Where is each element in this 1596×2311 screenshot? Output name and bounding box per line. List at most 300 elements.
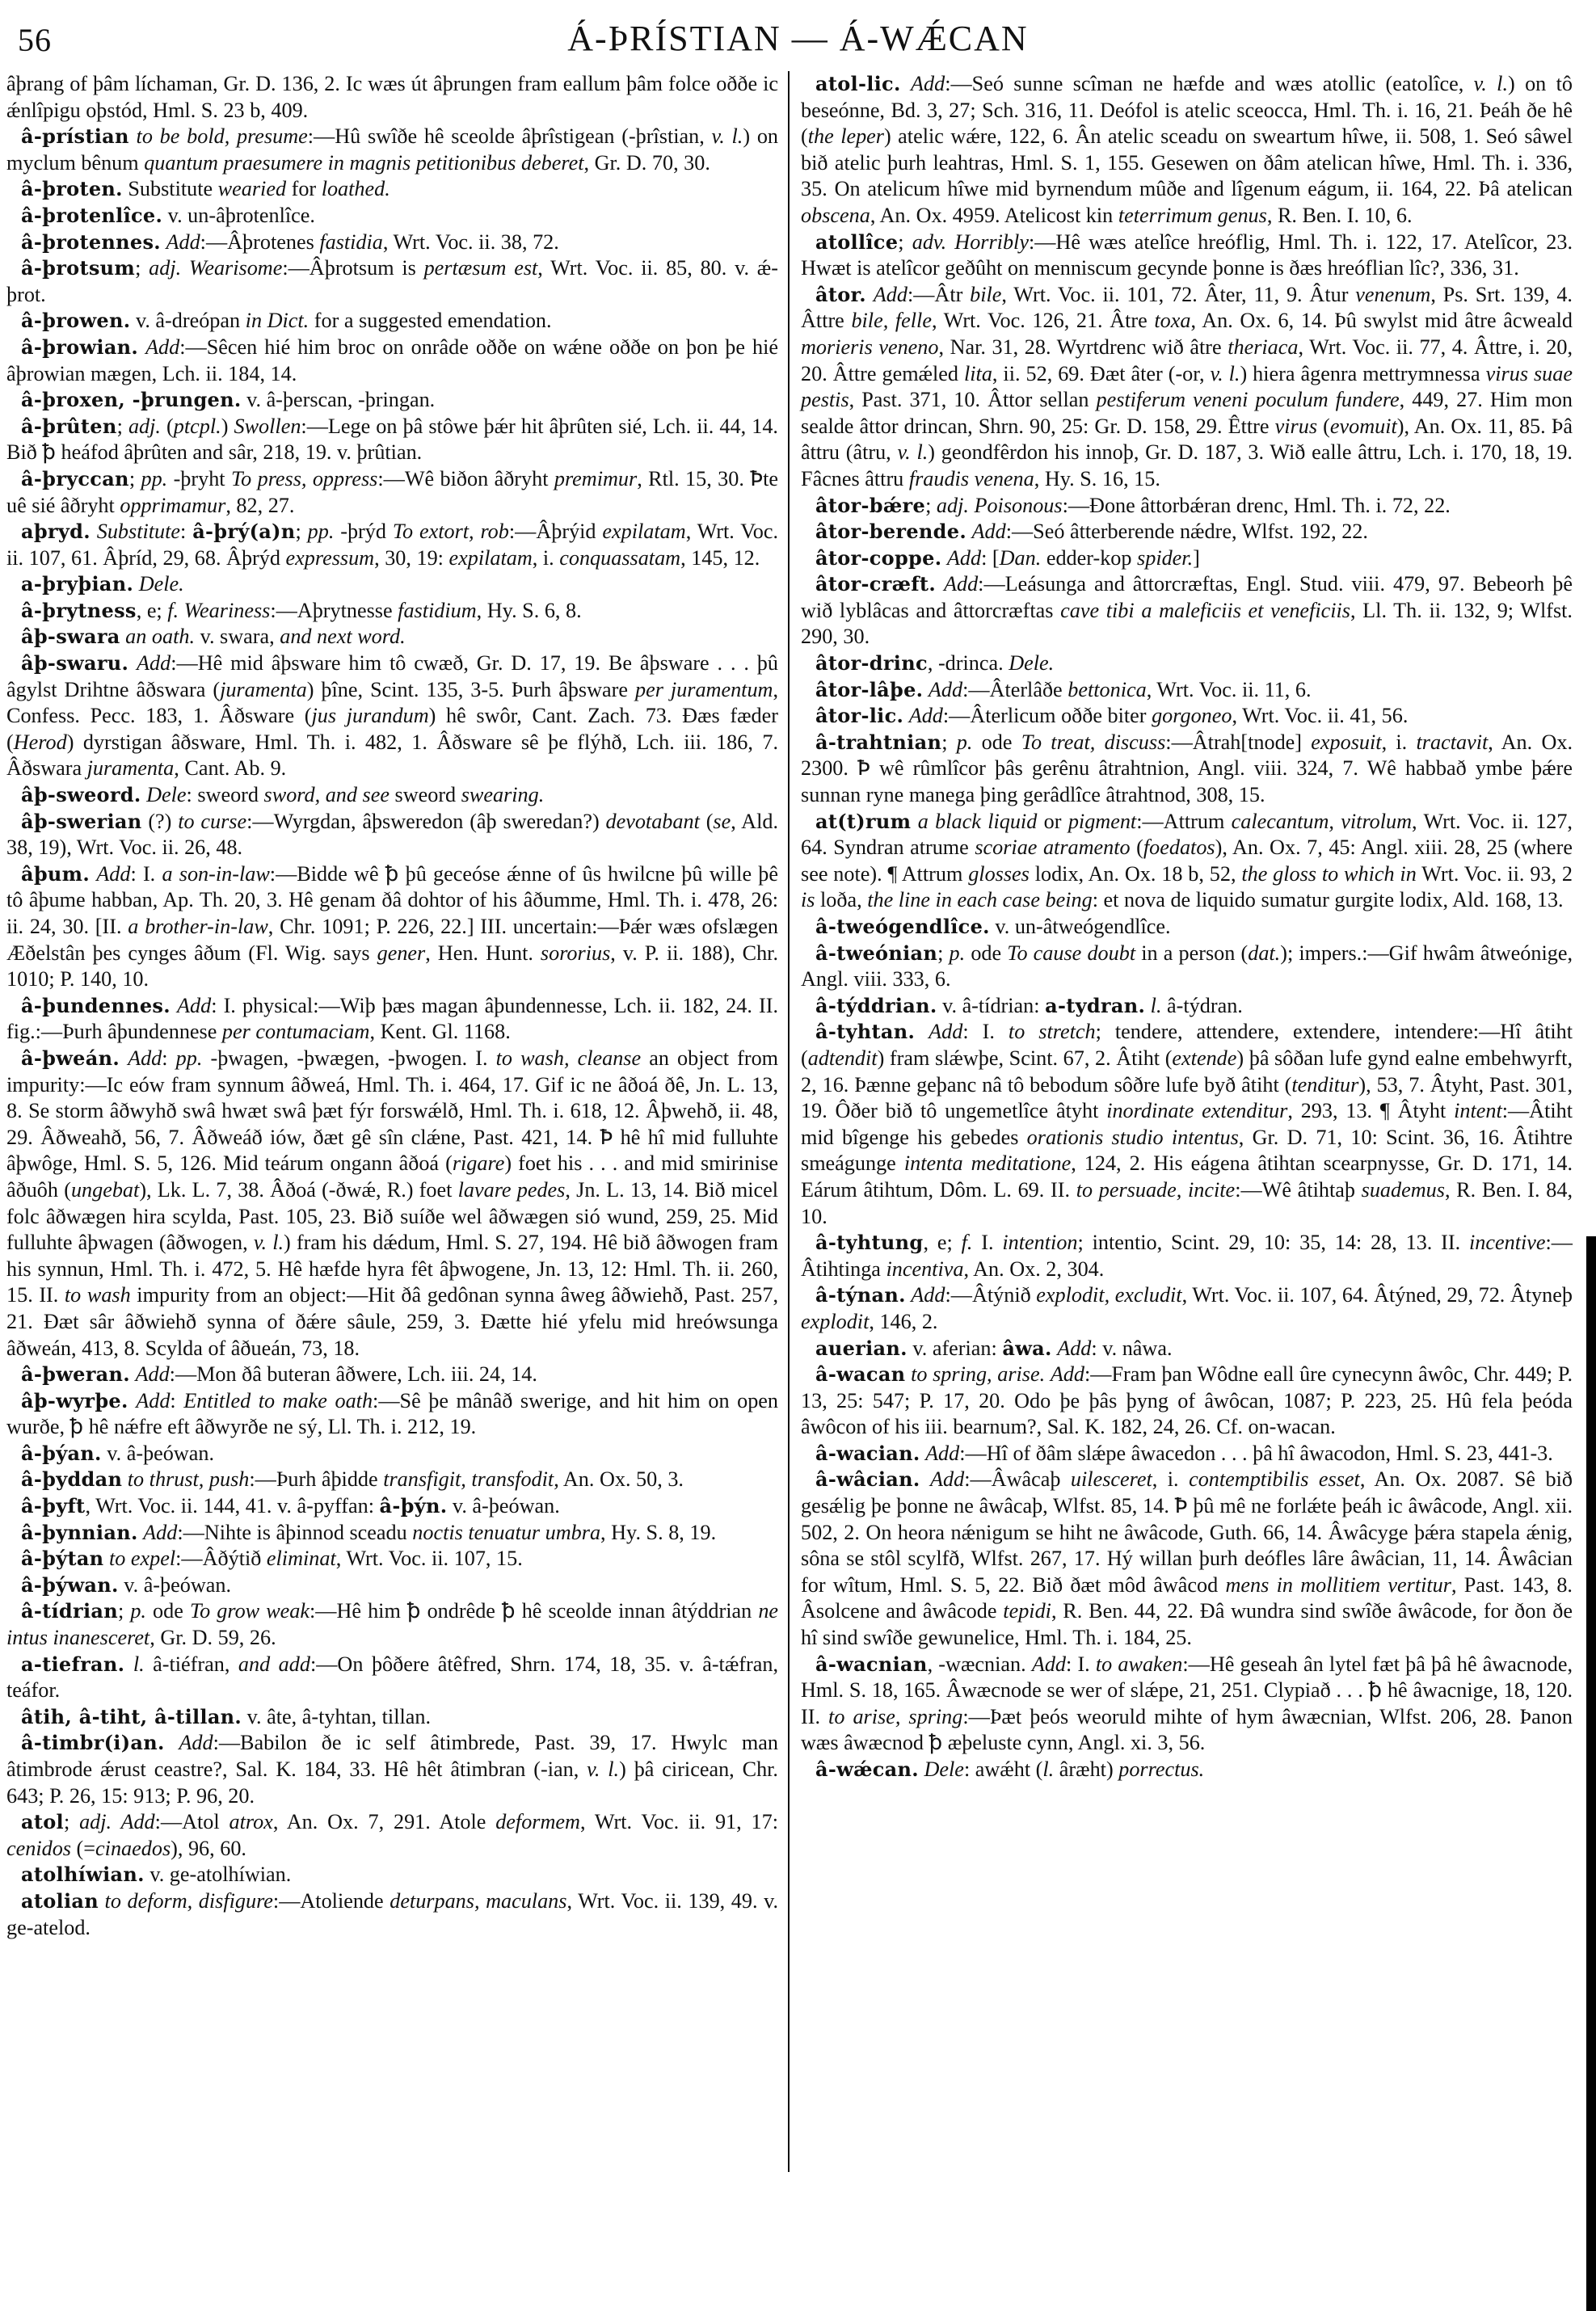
entry-text (128, 1389, 137, 1412)
dictionary-entry (801, 571, 1573, 650)
entry-text: , Wrt. Voc. ii. 91, 17: (579, 1810, 778, 1834)
entry-text: , An. Ox. 2087. Sê bið gesǽlig þe þonne ne âwâcaþ, Wlfst. 85, 14. Ꝥ þû mê ne forlǽte þeáh ic âwâcode, Angl. xii. 502, 2. On heora nǽnigum se hiht ne âwâcode, Guth. 66, 14. Âwâcyge þǽra stapela ǽnig, sôna se stôl scylfð, Wlfst. 267, 17. Hý willan þurh deófles lâre âwâcian, 11, 14. Âwâcian for wîtum, Hml. S. 5, 22. Bið ðæt môd âwâcod (801, 1467, 1573, 1597)
entry-text: :—Âþrýid (508, 520, 603, 544)
entry-text: ) atelic wǽre, 122, 6. Ân atelic sceadu on sweartum hîwe, ii. 508, 1. Seó sâwel bið atelic þurh leahtras, Hml. S. 1, 155. Gesewen on ðâm atelican hîwe, Hml. Th. i. 336, 35. On atelicum hîwe mid byrnendum mûðe and lîgenum eágum, ii. 164, 22. Þâ atelican (801, 124, 1573, 201)
italic-gloss: in Dict. (245, 309, 310, 333)
headword: â-trahtnian (815, 730, 942, 754)
italic-gloss: v. l. (1473, 72, 1509, 95)
italic-gloss: venenum (1355, 282, 1431, 306)
italic-gloss: scoriae atramento (975, 836, 1131, 860)
dictionary-entry (6, 1520, 778, 1547)
entry-text: , Wrt. Voc. ii. 41, 56. (1232, 704, 1409, 728)
dictionary-entry (801, 229, 1573, 282)
entry-text: :—Âterlâðe (962, 677, 1068, 701)
dictionary-columns (6, 71, 1578, 2172)
entry-text (911, 810, 917, 833)
headword: â-þýwan. (21, 1572, 119, 1597)
headword: â-þryccan (21, 466, 129, 490)
entry-text: v. swara, (195, 625, 280, 649)
italic-gloss: ptcpl. (173, 414, 221, 438)
italic-gloss: to wash (64, 1283, 131, 1307)
italic-gloss: Add (971, 520, 1006, 544)
italic-gloss: bile (970, 282, 1002, 306)
italic-gloss: foedatos (1143, 836, 1215, 860)
italic-gloss: intention (1002, 1231, 1078, 1255)
entry-text: , Wrt. Voc. ii. 107, 61. Âþríd, 29, 68. Âþrýd (6, 520, 779, 570)
entry-text: :—Âðýtið (175, 1547, 267, 1571)
entry-text: , Wrt. Voc. ii. 77, 4. Âttre, i. 20, 20. Âttre gemǽled (801, 335, 1573, 385)
dictionary-entry (801, 730, 1573, 809)
entry-text: ode (965, 941, 1008, 965)
italic-gloss: to stretch (1008, 1020, 1096, 1044)
entry-text: ) hê swôr, Cant. Zach. 73. Ðæs fæder ( (6, 704, 778, 754)
italic-gloss: to persuade, incite (1076, 1177, 1236, 1202)
italic-gloss: pigment (1068, 809, 1137, 833)
italic-gloss: Add (166, 229, 200, 254)
entry-text: ; (295, 520, 308, 544)
entry-text: , An. Ox. 50, 3. (554, 1467, 684, 1492)
dictionary-entry (801, 941, 1573, 993)
italic-gloss: deturpans, maculans (390, 1888, 567, 1913)
italic-gloss: sororius (540, 941, 611, 965)
headword: at(t)rum (815, 809, 912, 833)
headword: âþ-swerian (21, 809, 142, 833)
entry-text: , Rtl. 15, 30. Ꝥte uê sié âðryht (6, 466, 779, 517)
italic-gloss: wearied (217, 177, 287, 201)
entry-text: :—Hê geseah ân lytel fæt þâ þâ hê âwacnode, Hml. S. 18, 165. Âwæcnode se wer of slǽpe, 21, 251. Clypiað . . . ꝥ hê âwacnige, 18, 120. II. (801, 1652, 1573, 1728)
italic-gloss: adj. Poisonous (936, 493, 1063, 517)
headword: â-tweónian (815, 941, 938, 965)
italic-gloss: Add (137, 651, 171, 676)
italic-gloss: lita (964, 361, 992, 385)
entry-text (99, 1889, 105, 1913)
headword: âtor-berende. (815, 520, 966, 544)
italic-gloss: l. (1150, 993, 1162, 1017)
entry-text (129, 124, 137, 148)
entry-text: for a suggested emendation. (309, 309, 552, 333)
entry-text: , ii. 52, 69. Ðæt âter (-or, (992, 361, 1211, 385)
entry-text (1045, 1362, 1051, 1386)
entry-text: lodix, An. Ox. 18 b, 52, (1029, 861, 1242, 886)
entry-text: ) on tô beseónne, Bd. 3, 27; Sch. 316, 11. Deófol is atelic sceocca, Hml. Th. i. 16, 21. Þeáh ðe hê ( (801, 72, 1573, 149)
italic-gloss: loathed. (321, 177, 390, 201)
entry-text: :—Ðone âttorbǽran drenc, Hml. Th. i. 72, 22. (1062, 493, 1451, 517)
entry-text: , i. (1381, 730, 1417, 754)
entry-text: ; (937, 941, 950, 965)
italic-gloss: To grow weak (189, 1599, 310, 1623)
italic-gloss: To cause doubt (1007, 941, 1136, 965)
italic-gloss: rigare (452, 1151, 505, 1176)
dictionary-entry (801, 282, 1573, 493)
dictionary-entry (6, 809, 778, 861)
dictionary-entry (6, 1362, 778, 1388)
entry-text: (= (71, 1836, 96, 1860)
dictionary-entry (801, 677, 1573, 704)
italic-gloss: and next word. (280, 625, 406, 649)
entry-text: :—Þurh âþidde (249, 1467, 384, 1492)
italic-gloss: Herod (13, 730, 67, 754)
italic-gloss: mens in mollitiem vertitur (1225, 1572, 1451, 1597)
entry-text: ) fram his dǽdum, Hml. S. 27, 194. Hê bið âðwogen fram his synnun, Hml. Th. i. 472, 5. Hê hæfde hyra fêt âþwogene, Jn. 13, 12: Hml. Th. ii. 260, 15. II. (6, 1231, 778, 1307)
dictionary-entry (6, 1441, 778, 1467)
entry-text: ) hiera âgenra mettrymnessa (1240, 361, 1486, 385)
entry-text: , 145, 12. (680, 545, 760, 570)
entry-text: , An. Ox. 2300. Ꝥ wê rûmlîcor þâs gerênu âtrahtnion, Angl. viii. 324, 7. Wê habbað ymbe þǽre sunnan ryne manega þing gerâdlîce âtrahtnod, 308, 15. (801, 730, 1573, 807)
dictionary-entry (6, 414, 778, 466)
italic-gloss: lavare pedes (457, 1177, 566, 1202)
dictionary-entry (801, 1230, 1573, 1282)
entry-text: , R. Ben. 44, 22. Ðâ wundra sind swîðe âwâcode, for ðon ðe hî sind swîðe gewunelice, Hml. Th. i. 184, 25. (801, 1599, 1573, 1650)
italic-gloss: p. (130, 1599, 146, 1623)
entry-text: , Hy. S. 16, 15. (1034, 466, 1160, 490)
italic-gloss: explodit (801, 1309, 870, 1333)
entry-text: , Gr. D. 71, 10: Scint. 36, 16. Âtihtre smeágunge (801, 1125, 1573, 1176)
italic-gloss: atrox (229, 1810, 273, 1834)
italic-gloss: juramenta (86, 756, 175, 781)
dictionary-entry (6, 176, 778, 203)
entry-text: (?) (141, 809, 179, 833)
entry-text: , Wrt. Voc. ii. 11, 6. (1146, 677, 1312, 701)
entry-text: , i. (1152, 1467, 1190, 1492)
entry-text: , 449, 27. Him mon sealde âttor drincan, Shrn. 90, 25: Gr. D. 158, 29. Êttre (801, 388, 1573, 438)
italic-gloss: Add (946, 545, 982, 570)
headword: âtor-cræft. (815, 572, 936, 596)
entry-text: , Ll. Th. ii. 132, 9; Wlfst. 290, 30. (801, 598, 1573, 649)
entry-text: :—Fram þan Wôdne eall ûre cynecynn âwôc, Chr. 449; P. 13, 25: 547; P. 17, 20. Odo þe þâs þyng of âwôcan, 1087; P. 223, 25. Hû fela þeóda âwôcon of his iii. bearnum?, Sal. K. 182, 24, 26. Cf. on-wacan. (801, 1362, 1573, 1439)
dictionary-entry (6, 1730, 778, 1809)
entry-text: ; (925, 493, 937, 517)
entry-text: or (1037, 809, 1068, 833)
italic-gloss: jus jurandum (311, 704, 429, 728)
entry-text: :—Bidde wê ꝥ þû geceóse ǽnne of ûs hwilcne þû wille þê tô âþume habban, Ap. Th. 20, 3. Hê genam ðâ dohtor of his âðumme, Hml. Th. i. 478, 26: ii. 24, 30. [II. (6, 861, 779, 938)
italic-gloss: dat. (1248, 941, 1281, 965)
entry-text: :—Babilon ðe ic self âtimbrede, Past. 39, 17. Hwylc man âtimbrode ǽrust ceastre?, Sal. K. 184, 33. Hê hêt âtimbran (-ian, (6, 1731, 779, 1781)
headword: âwa. (1002, 1336, 1052, 1360)
dictionary-entry (801, 914, 1573, 941)
italic-gloss: teterrimum genus (1118, 203, 1267, 227)
italic-gloss: pertæsum est (423, 256, 538, 280)
entry-text: v. â-þerscan, -þringan. (241, 388, 436, 412)
headword: âtor. (815, 282, 866, 306)
headword: atolhíwian. (21, 1863, 145, 1887)
italic-gloss: morieris veneno (801, 335, 939, 359)
entry-text: ), An. Ox. 7, 45: Angl. xiii. 28, 25 (where see note). ¶ Attrum (801, 836, 1573, 886)
entry-text: ode (972, 730, 1021, 754)
headword: â-þýn. (379, 1494, 448, 1518)
dictionary-entry (6, 650, 778, 782)
entry-text: , e; (136, 598, 168, 622)
dictionary-entry (801, 545, 1573, 572)
italic-gloss: Add (136, 1388, 171, 1412)
headword: âþ-wyrþe. (21, 1388, 128, 1412)
italic-gloss: is (801, 888, 815, 912)
italic-gloss: Add (128, 1046, 162, 1070)
italic-gloss: adj. Add (79, 1810, 155, 1834)
entry-text: v. â-dreópan (130, 309, 246, 333)
entry-text: â-týdran. (1161, 993, 1243, 1017)
entry-text: :—Hî of ðâm slǽpe âwacedon . . . þâ hî âwacodon, Hml. S. 23, 441-3. (959, 1441, 1553, 1465)
italic-gloss: Swollen (234, 414, 301, 438)
entry-text: ( (1317, 414, 1330, 438)
entry-text: :—Hê wæs atelîce hreóflig, Hml. Th. i. 122, 17. Atelîcor, 23. Hwæt is atelîcor geðûht on menniscum gecynde þonne is ðæs hreóflian lîc?, 336, 31. (801, 229, 1573, 280)
headword: â-þrowen. (21, 309, 131, 333)
headword: auerian. (815, 1336, 907, 1360)
entry-text: , Kent. Gl. 1168. (369, 1020, 511, 1044)
scan-edge-shadow (1586, 1236, 1596, 2311)
italic-gloss: sword, and see (263, 783, 390, 807)
headword: â-wacnian (815, 1652, 928, 1676)
dictionary-entry (6, 335, 778, 387)
italic-gloss: gorgoneo (1152, 704, 1232, 728)
italic-gloss: Dele (146, 783, 187, 807)
entry-text (165, 1731, 179, 1754)
headword: â-wacan (815, 1362, 906, 1387)
italic-gloss: to awaken (1095, 1652, 1183, 1676)
headword: â-þrowian. (21, 335, 139, 359)
dictionary-entry (6, 229, 778, 256)
dictionary-entry (6, 255, 778, 308)
entry-text: , An. Ox. 4959. Atelicost kin (870, 203, 1118, 227)
dictionary-entry (6, 861, 778, 993)
entry-text: ) (221, 414, 234, 438)
entry-text (901, 72, 911, 95)
entry-text: :—Lege on þâ stôwe þǽr hit âþrûten sié, Lch. ii. 44, 14. Bið ꝥ heáfod âþrûten and sâr, 218, 19. v. þrûtian. (6, 414, 778, 465)
italic-gloss: opprimamur (120, 493, 226, 517)
entry-text (171, 994, 177, 1017)
headword: atol (21, 1810, 64, 1834)
entry-text: ; intentio, Scint. 29, 10: 35, 14: 28, 13. II. (1077, 1231, 1470, 1255)
dictionary-entry (6, 519, 778, 571)
italic-gloss: Entitled to make oath (183, 1388, 373, 1412)
italic-gloss: devotabant (605, 809, 700, 833)
headword: â-þyft (21, 1494, 86, 1518)
italic-gloss: evomuit (1329, 414, 1397, 438)
italic-gloss: cave tibi a maleficiis et veneficiis (1060, 598, 1350, 622)
headword: âtih, â-tiht, â-tillan. (21, 1704, 242, 1728)
entry-text: , Confess. Pecc. 183, 1. Âðsware ( (6, 677, 779, 728)
entry-text: :—Hê mid âþsware him tô cwæð, Gr. D. 17, 19. Be âþsware . . . þû âgylst Drihtne âðswara ( (6, 651, 778, 701)
entry-text: , Wrt. Voc. ii. 127, 64. Syndran atrume (801, 809, 1573, 860)
entry-text: : et nova de liquido sumatur gurgite lodix, Ald. 168, 13. (1092, 888, 1564, 912)
italic-gloss: Add (145, 335, 180, 359)
entry-text: , 146, 2. (869, 1309, 938, 1333)
entry-text: v. â-þeówan. (101, 1441, 215, 1465)
italic-gloss: Dele. (1009, 651, 1055, 676)
entry-text: :—On þôðere âtêfred, Shrn. 174, 18, 35. v. â-tǽfran, teáfor. (6, 1652, 779, 1703)
entry-text: :—Leásunga and âttorcræftas, Engl. Stud. viii. 479, 97. Bebeorh þê wið lyblâcas and âttorcræftas (801, 572, 1573, 622)
dictionary-entry (6, 1546, 778, 1572)
headword: âþ-swara (21, 625, 120, 649)
entry-text (120, 1046, 128, 1070)
entry-text: ; tendere, attendere, extendere, intendere:—Hî âtiht ( (801, 1020, 1573, 1070)
headword: â-þweran. (21, 1362, 130, 1387)
italic-gloss: tenditur (1291, 1072, 1359, 1097)
italic-gloss: transfigit, transfodit (383, 1467, 554, 1492)
italic-gloss: Add (96, 861, 131, 886)
italic-gloss: fastidia (319, 229, 383, 254)
left-column (6, 71, 788, 1941)
entry-text: âþrang of þâm líchaman, Gr. D. 136, 2. Ic wæs út âþrungen fram eallum þâm folce oððe ic ǽnlîpigu oþstód, Hml. S. 23 b, 409. (6, 72, 778, 122)
entry-text: loða, (815, 888, 868, 912)
entry-text: for (286, 177, 322, 201)
headword: â-tyhtung (815, 1231, 924, 1255)
italic-gloss: fastidium (398, 598, 477, 622)
entry-text: , R. Ben. I. 10, 6. (1266, 203, 1413, 227)
entry-text: ) þâ sôðan lufe gynd ealne embehwyrft, 2, 16. Þænne geþanc nâ tô bebodum sôðre lufe byð âtiht ( (801, 1046, 1573, 1097)
entry-text (91, 520, 97, 543)
entry-text: âræht) (1054, 1757, 1119, 1781)
italic-gloss: suademus (1361, 1177, 1445, 1202)
headword: â-prístian (21, 124, 129, 149)
italic-gloss: Add (908, 704, 943, 728)
dictionary-entry (801, 703, 1573, 730)
entry-text: :—Âtr (907, 282, 971, 306)
dictionary-entry (801, 1652, 1573, 1757)
dictionary-entry (6, 1467, 778, 1493)
italic-gloss: incentiva (886, 1257, 964, 1281)
headword: â-týnan. (815, 1283, 906, 1307)
dictionary-entry (801, 71, 1573, 229)
headword: â-tyhtan. (815, 1020, 916, 1044)
italic-gloss: To treat, discuss (1021, 730, 1166, 754)
entry-text (124, 1652, 133, 1676)
dictionary-entry (801, 1019, 1573, 1230)
italic-gloss: f. (961, 1231, 973, 1255)
entry-text: I. (972, 1231, 1003, 1255)
entry-text: :—Aþrytnesse (270, 598, 398, 622)
entry-text: , Cant. Ab. 9. (174, 756, 287, 781)
entry-text: ) þîne, Scint. 135, 3-5. Þurh âþsware (306, 677, 635, 701)
headword: âtor-drinc (815, 651, 928, 676)
entry-text: Wrt. Voc. ii. 93, 2 (1416, 861, 1573, 886)
entry-text: v. â-þeówan. (447, 1494, 560, 1518)
dictionary-entry (6, 1704, 778, 1731)
italic-gloss: deformem (495, 1810, 580, 1834)
dictionary-entry (801, 493, 1573, 520)
italic-gloss: Add (911, 1283, 945, 1307)
italic-gloss: incentive (1469, 1231, 1546, 1255)
italic-gloss: bile, felle (851, 309, 932, 333)
italic-gloss: eliminat (266, 1547, 336, 1571)
dictionary-entry (801, 993, 1573, 1020)
italic-gloss: p. (949, 941, 966, 965)
entry-text: , Wrt. Voc. ii. 85, 80. v. ǽ-þrot. (6, 256, 778, 306)
entry-text: :—Âtiht mid bîgenge his gebedes (801, 1099, 1573, 1149)
italic-gloss: to arise, spring (828, 1704, 963, 1728)
entry-text: :—Âtýnið (945, 1283, 1037, 1307)
entry-text: , Past. 371, 10. Âttor sellan (849, 388, 1097, 412)
headword: â-týddrian. (815, 993, 937, 1017)
italic-gloss: an oath. (125, 625, 196, 649)
italic-gloss: adv. Horribly (912, 229, 1029, 254)
entry-text: -þryht (167, 466, 231, 490)
dictionary-entry (801, 809, 1573, 914)
entry-text: : (180, 520, 193, 544)
italic-gloss: ne intus inanesceret (6, 1599, 779, 1650)
entry-text: -þrýd (334, 520, 393, 544)
entry-text: , R. Ben. I. 84, 10. (801, 1177, 1573, 1228)
entry-text (138, 335, 145, 359)
entry-text: :—Mon ðâ buteran âðwere, Lch. iii. 24, 14. (169, 1362, 537, 1387)
italic-gloss: Add (1050, 1362, 1085, 1387)
entry-text: , v. P. ii. 188), Chr. 1010; P. 140, 10. (6, 941, 778, 991)
entry-text: , An. Ox. 6, 14. Þû swylst mid âtre âcweald (1190, 309, 1573, 333)
entry-text: ( (699, 809, 714, 833)
entry-text: ), 96, 60. (171, 1836, 246, 1860)
italic-gloss: the line in each case being (867, 888, 1093, 912)
headword: â-wacian. (815, 1441, 920, 1465)
italic-gloss: explodit, excludit (1036, 1283, 1182, 1307)
entry-text: , An. Ox. 2, 304. (963, 1257, 1105, 1281)
italic-gloss: per contumaciam (221, 1020, 370, 1044)
italic-gloss: to spring, arise. (911, 1362, 1046, 1387)
italic-gloss: Add (1057, 1336, 1092, 1360)
italic-gloss: To extort, rob (392, 520, 509, 544)
dictionary-entry (6, 1862, 778, 1888)
entry-text: :—Seó sunne scîman ne hæfde and wæs atollic (eatolîce, (945, 72, 1474, 95)
italic-gloss: Add (929, 1020, 963, 1044)
italic-gloss: Add (135, 1362, 170, 1387)
dictionary-entry (6, 624, 778, 650)
headword: â-þroten. (21, 177, 123, 201)
dictionary-entry (801, 1362, 1573, 1441)
italic-gloss: Substitute (96, 520, 181, 544)
italic-gloss: the leper (807, 124, 884, 149)
entry-text: :—Âtihtinga (801, 1231, 1573, 1281)
entry-text: v. un-âþrotenlîce. (162, 203, 315, 227)
headword: â-wâcian. (815, 1467, 920, 1492)
entry-text: â-tiéfran, (144, 1652, 238, 1676)
italic-gloss: juramenta (220, 677, 307, 701)
dictionary-entry (6, 993, 778, 1046)
dictionary-entry (801, 1467, 1573, 1651)
dictionary-entry (6, 387, 778, 414)
italic-gloss: porrectus. (1118, 1757, 1205, 1781)
headword: â-þrûten (21, 414, 117, 438)
italic-gloss: tepidi (1003, 1599, 1051, 1623)
entry-text: , Past. 143, 8. Âsolcene and âwâcode (801, 1572, 1573, 1623)
entry-text: : [ (981, 545, 1000, 570)
italic-gloss: premimur (554, 466, 638, 490)
italic-gloss: To press, oppress (230, 466, 378, 490)
headword: â-tweógendlîce. (815, 915, 990, 938)
dictionary-entry (6, 1598, 778, 1651)
italic-gloss: Add (179, 1731, 213, 1755)
entry-text: ] (1193, 545, 1200, 570)
headword: atol-lic. (815, 72, 901, 95)
italic-gloss: Dele. (138, 572, 184, 596)
entry-text: ) geondfêrdon his innoþ, Gr. D. 187, 3. Wið ealle âttru, Lch. i. 170, 18, 19. Fâcnes âttru (801, 440, 1573, 490)
italic-gloss: exposuit (1311, 730, 1382, 754)
dictionary-entry (6, 1388, 778, 1441)
entry-text: :—Nihte is âþinnod sceadu (177, 1520, 413, 1544)
italic-gloss: Add (177, 993, 212, 1017)
dictionary-entry (6, 308, 778, 335)
italic-gloss: l. (1042, 1757, 1055, 1781)
headword: â-þroxen, -þrungen. (21, 388, 242, 412)
headword: atolian (21, 1888, 99, 1913)
entry-text: v. âte, â-tyhtan, tillan. (242, 1704, 432, 1728)
italic-gloss: spider. (1137, 545, 1194, 570)
entry-text: , Wrt. Voc. ii. 139, 49. v. ge-atelod. (6, 1888, 779, 1939)
entry-text: , e; (923, 1231, 962, 1255)
italic-gloss: v. l. (897, 440, 929, 465)
entry-text: v. aferian: (907, 1336, 1003, 1360)
entry-text: , Nar. 31, 28. Wyrtdrenc wið âtre (938, 335, 1228, 359)
italic-gloss: the gloss to which in (1241, 861, 1417, 886)
italic-gloss: gener (377, 941, 426, 965)
headword: atollîce (815, 229, 899, 254)
